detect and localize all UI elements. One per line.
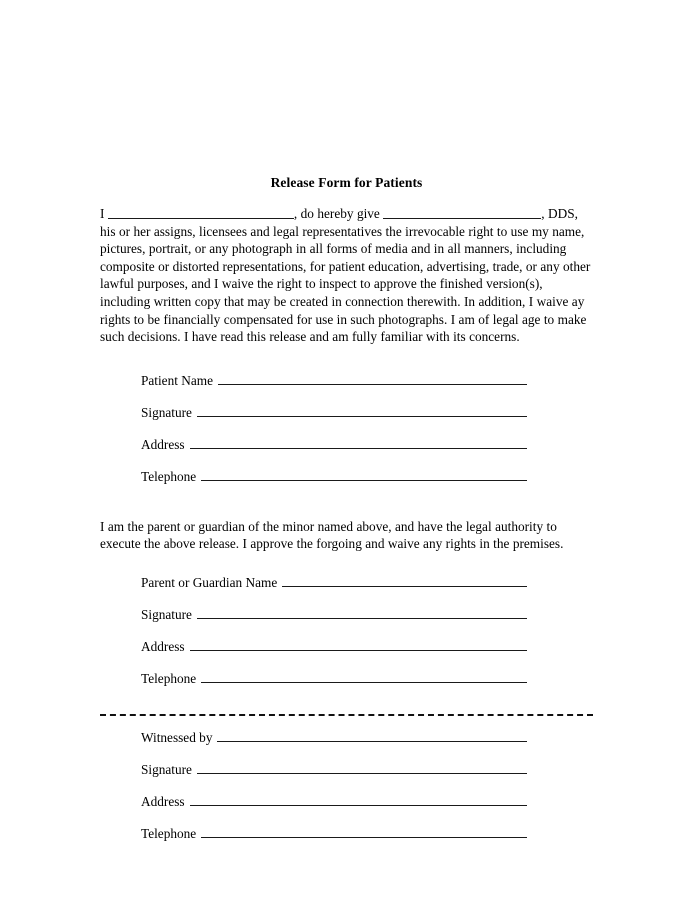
guardian-telephone-input[interactable] [201, 671, 527, 683]
field-row [100, 436, 527, 468]
guardian-name-input[interactable] [282, 575, 527, 587]
field-row [100, 729, 527, 761]
guardian-paragraph: I am the parent or guardian of the minor named above, and have the legal authority to execute the above release. I approve the forgoing and waive any rights in the premises. [100, 518, 564, 552]
spacer [100, 346, 593, 372]
patient-signature-input[interactable] [197, 405, 527, 417]
field-label-patient-telephone: Telephone [141, 468, 197, 484]
patient-telephone-input[interactable] [201, 469, 527, 481]
witnessed-by-input[interactable] [217, 730, 527, 742]
witness-signature-input[interactable] [197, 762, 527, 774]
spacer [100, 702, 593, 714]
field-row [100, 638, 527, 670]
field-row [100, 825, 527, 857]
intro-paragraph [100, 205, 593, 346]
field-row [100, 468, 527, 500]
document-body [100, 174, 593, 857]
intro-tail: , DDS, his or her assigns, licensees and legal representatives the irrevocable right to use my name, pictures, portrait, or any photograph in all forms of media and in all manners, including composite or distorted representations, for patient education, advertising, trade, or any other lawful purposes, and I waive the right to inspect to approve the finished version(s), including written copy that may be created in connection therewith. In addition, I waive ay rights to be financially compensated for use in such photographs. I am of legal age to make such decisions. I have read this release and am fully familiar with its concerns. [100, 206, 591, 345]
field-row [100, 372, 527, 404]
guardian-signature-input[interactable] [197, 607, 527, 619]
field-row [100, 670, 527, 702]
field-label-guardian-signature: Signature [141, 606, 192, 622]
field-label-patient-address: Address [141, 436, 185, 452]
intro-middle: , do hereby give [293, 206, 380, 221]
field-label-guardian-telephone: Telephone [141, 670, 197, 686]
field-label-witness-signature: Signature [141, 761, 192, 777]
dentist-name-blank[interactable] [383, 206, 541, 219]
witness-telephone-input[interactable] [201, 826, 527, 838]
field-label-patient-name: Patient Name [141, 372, 214, 388]
guardian-address-input[interactable] [190, 639, 527, 651]
field-label-patient-signature: Signature [141, 404, 192, 420]
patient-name-input[interactable] [218, 373, 527, 385]
spacer [100, 717, 593, 729]
field-label-witness-address: Address [141, 793, 185, 809]
spacer [100, 553, 593, 574]
field-row [100, 761, 527, 793]
witness-signature-block [100, 729, 593, 857]
guardian-signature-block [100, 574, 593, 702]
page-title: Release Form for Patients [270, 175, 423, 190]
field-row [100, 404, 527, 436]
patient-name-blank[interactable] [108, 206, 294, 219]
patient-signature-block [100, 372, 593, 500]
spacer [100, 500, 593, 518]
field-label-guardian-name: Parent or Guardian Name [141, 574, 278, 590]
field-row [100, 793, 527, 825]
field-label-guardian-address: Address [141, 638, 185, 654]
field-label-witnessed-by: Witnessed by [141, 729, 213, 745]
intro-lead: I [100, 206, 105, 221]
field-row [100, 574, 527, 606]
field-row [100, 606, 527, 638]
witness-address-input[interactable] [190, 794, 527, 806]
field-label-witness-telephone: Telephone [141, 825, 197, 841]
patient-address-input[interactable] [190, 437, 527, 449]
